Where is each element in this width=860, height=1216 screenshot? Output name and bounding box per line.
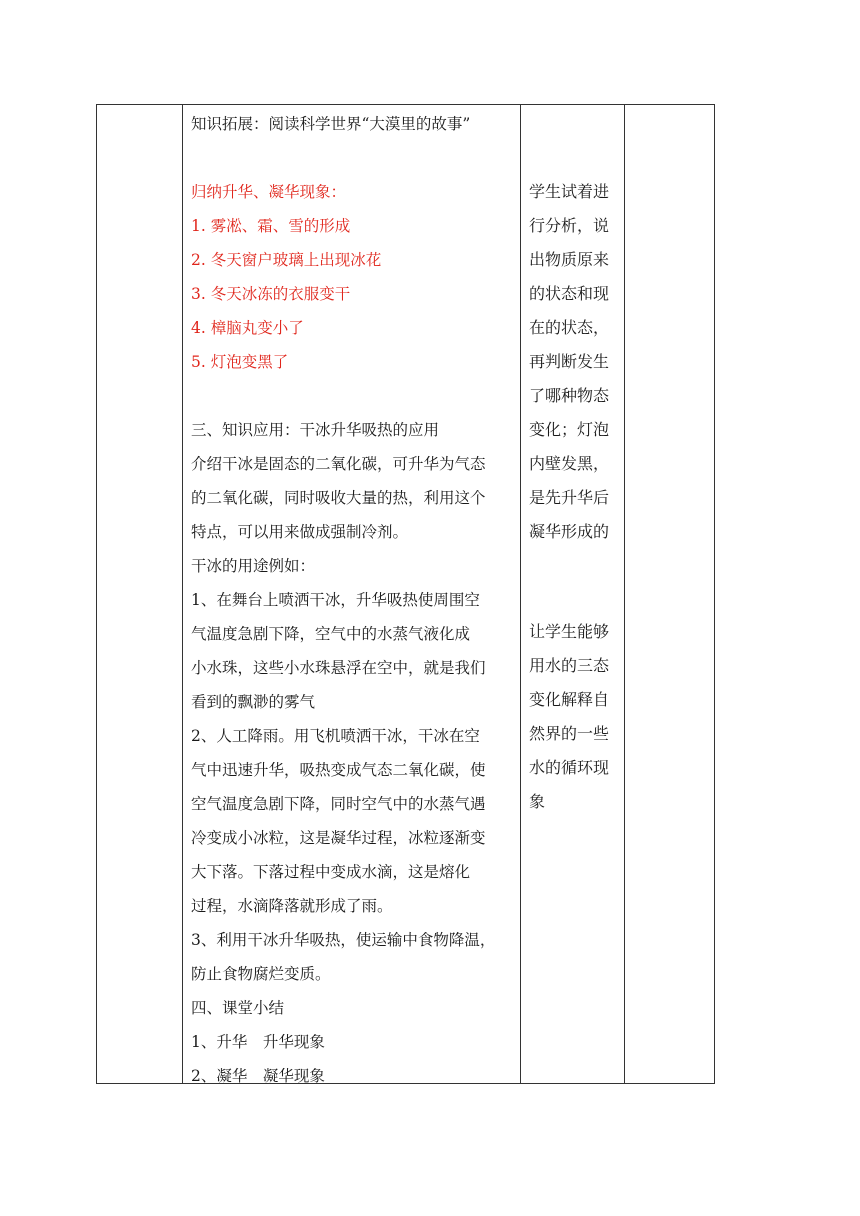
activity-line: 凝华形成的	[529, 522, 610, 541]
activity-line: 变化；灯泡	[529, 420, 610, 439]
summary-title: 归纳升华、凝华现象：	[191, 183, 347, 201]
activity-line: 在的状态，	[529, 318, 610, 337]
uses-line: 2、人工降雨。用飞机喷洒干冰，干冰在空	[191, 727, 480, 745]
activity-line: 学生试着进	[529, 182, 610, 201]
class-summary-line: 2、凝华 凝华现象	[191, 1067, 325, 1085]
activity-line: 行分析，说	[529, 216, 610, 235]
uses-title: 干冰的用途例如：	[191, 557, 316, 575]
uses-line: 空气温度急剧下降，同时空气中的水蒸气遇	[191, 795, 486, 813]
activity-line: 了哪种物态	[529, 386, 610, 405]
activity-line: 出物质原来	[529, 250, 610, 269]
intent-line: 让学生能够	[529, 622, 610, 641]
intent-line: 用水的三态	[529, 656, 610, 675]
column-divider-2	[520, 105, 521, 1083]
intent-line: 水的循环现	[529, 758, 610, 777]
summary-item: 3. 冬天冰冻的衣服变干	[191, 285, 351, 303]
uses-line: 气中迅速升华，吸热变成气态二氧化碳，使	[191, 761, 486, 779]
application-line: 介绍干冰是固态的二氧化碳，可升华为气态	[191, 455, 486, 473]
intro-text: 知识拓展：阅读科学世界“大漠里的故事”	[191, 115, 471, 133]
uses-line: 气温度急剧下降，空气中的水蒸气液化成	[191, 625, 471, 643]
application-title: 三、知识应用：干冰升华吸热的应用	[191, 421, 440, 439]
class-summary-title: 四、课堂小结	[191, 999, 285, 1017]
activity-line: 是先升华后	[529, 488, 610, 507]
application-line: 的二氧化碳，同时吸收大量的热，利用这个	[191, 489, 486, 507]
activity-line: 的状态和现	[529, 284, 610, 303]
intent-line: 变化解释自	[529, 690, 610, 709]
intent-line: 然界的一些	[529, 724, 610, 743]
summary-item: 1. 雾凇、霜、雪的形成	[191, 217, 351, 235]
intent-line: 象	[529, 792, 546, 811]
teaching-content-cell	[191, 105, 517, 1093]
activity-line: 内壁发黑，	[529, 454, 610, 473]
student-activity-cell	[529, 175, 621, 819]
uses-line: 大下落。下落过程中变成水滴，这是熔化	[191, 863, 471, 881]
activity-line: 再判断发生	[529, 352, 610, 371]
uses-line: 冷变成小冰粒，这是凝华过程，冰粒逐渐变	[191, 829, 486, 847]
summary-item: 2. 冬天窗户玻璃上出现冰花	[191, 251, 382, 269]
summary-item: 4. 樟脑丸变小了	[191, 319, 304, 337]
uses-line: 3、利用干冰升华吸热，使运输中食物降温，	[191, 931, 496, 949]
uses-line: 小水珠，这些小水珠悬浮在空中，就是我们	[191, 659, 486, 677]
class-summary-line: 1、升华 升华现象	[191, 1033, 325, 1051]
column-divider-1	[182, 105, 183, 1083]
uses-line: 看到的飘渺的雾气	[191, 693, 316, 711]
application-line: 特点，可以用来做成强制冷剂。	[191, 523, 409, 541]
lesson-table	[96, 104, 715, 1084]
summary-item: 5. 灯泡变黑了	[191, 353, 289, 371]
uses-line: 过程，水滴降落就形成了雨。	[191, 897, 393, 915]
uses-line: 1、在舞台上喷洒干冰，升华吸热使周围空	[191, 591, 480, 609]
uses-line: 防止食物腐烂变质。	[191, 965, 331, 983]
column-divider-3	[624, 105, 625, 1083]
